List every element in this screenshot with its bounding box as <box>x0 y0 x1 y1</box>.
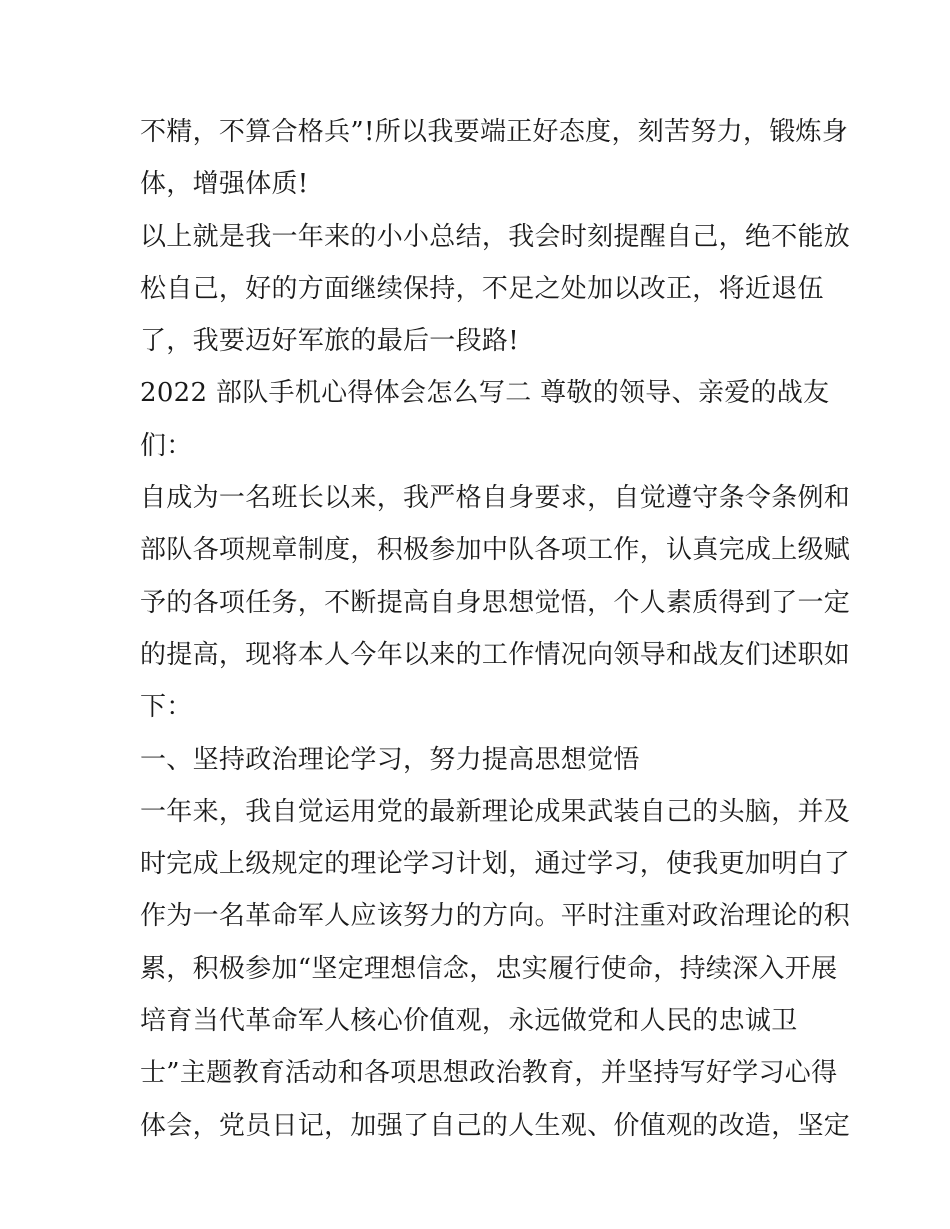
text-line-14: 一年来，我自觉运用党的最新理论成果武装自己的头脑，并及 <box>140 796 851 827</box>
text-line-12: 下： <box>140 692 193 723</box>
text-line-2: 体，增强体质! <box>140 169 309 200</box>
text-line-19: 士”主题教育活动和各项思想政治教育，并坚持写好学习心得 <box>140 1058 838 1089</box>
text-line-3: 以上就是我一年来的小小总结，我会时刻提醒自己，绝不能放 <box>140 221 851 252</box>
text-line-6: 2022 部队手机心得体会怎么写二 尊敬的领导、亲爱的战友 <box>140 378 830 409</box>
text-line-17: 累，积极参加“坚定理想信念，忠实履行使命，持续深入开展 <box>140 953 838 984</box>
text-line-15: 时完成上级规定的理论学习计划，通过学习，使我更加明白了 <box>140 849 851 880</box>
text-line-7: 们： <box>140 430 193 461</box>
text-line-16: 作为一名革命军人应该努力的方向。平时注重对政治理论的积 <box>140 901 851 932</box>
text-line-5: 了，我要迈好军旅的最后一段路! <box>140 326 519 357</box>
text-line-1: 不精，不算合格兵”!所以我要端正好态度，刻苦努力，锻炼身 <box>140 117 849 147</box>
document-text-body <box>140 106 851 1152</box>
text-line-11: 的提高，现将本人今年以来的工作情况向领导和战友们述职如 <box>140 639 851 670</box>
section-heading: 一、坚持政治理论学习，努力提高思想觉悟 <box>140 744 640 775</box>
text-line-18: 培育当代革命军人核心价值观，永远做党和人民的忠诚卫 <box>140 1006 798 1037</box>
text-line-8: 自成为一名班长以来，我严格自身要求，自觉遵守条令条例和 <box>140 483 851 514</box>
text-line-4: 松自己，好的方面继续保持，不足之处加以改正，将近退伍 <box>140 273 824 304</box>
text-line-9: 部队各项规章制度，积极参加中队各项工作，认真完成上级赋 <box>140 535 851 566</box>
text-line-20: 体会，党员日记，加强了自己的人生观、价值观的改造，坚定 <box>140 1110 851 1141</box>
text-line-10: 予的各项任务，不断提高自身思想觉悟，个人素质得到了一定 <box>140 587 851 618</box>
